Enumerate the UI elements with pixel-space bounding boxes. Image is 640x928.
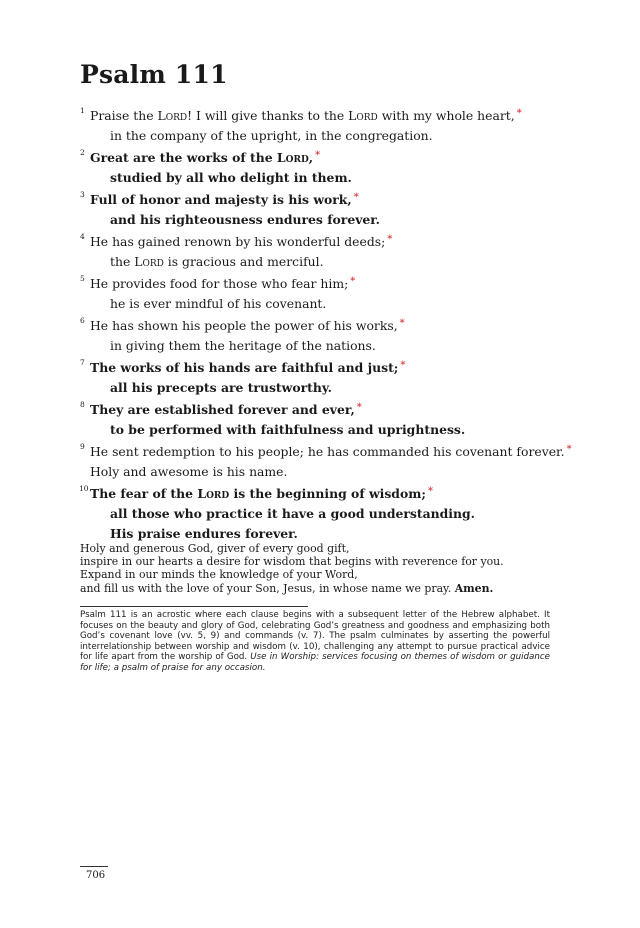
- verse-line-2: in the company of the upright, in the congregation.: [110, 128, 433, 143]
- verse-4: [80, 230, 580, 272]
- asterisk-mark: *: [387, 234, 393, 245]
- verse-line-1: He provides food for those who fear him;: [90, 276, 349, 291]
- page-number: 706: [86, 870, 106, 881]
- verse-number: 6: [80, 316, 85, 325]
- verse-line-1: They are established forever and ever,: [90, 402, 355, 417]
- psalm-commentary: [80, 610, 550, 674]
- commentary-text: Psalm 111 is an acrostic where each clause begins with a subsequent letter of the Hebrew alphabet. It focuses on the beauty and glory of God, celebrating God’s greatness and goodness and emphasizing both God’s covenant love (vv. 5, 9) and commands (v. 7). The psalm culminates by asserting the powerful interrelationship between worship and wisdom (v. 10), challenging any attempt to pursue practical advice for life apart from the worship of God.: [80, 610, 550, 663]
- verse-8: [80, 398, 580, 440]
- verse-line-1: Full of honor and majesty is his work,: [90, 192, 352, 207]
- verse-number: 8: [80, 400, 85, 409]
- verse-number: 10: [79, 484, 89, 493]
- verse-number: 7: [80, 358, 85, 367]
- verse-7: [80, 356, 580, 398]
- verse-line-1: He sent redemption to his people; he has commanded his covenant forever.: [90, 444, 565, 459]
- verse-6: [80, 314, 580, 356]
- prayer-amen: Amen.: [454, 581, 494, 595]
- verse-9: [80, 440, 580, 482]
- verse-3: [80, 188, 580, 230]
- asterisk-mark: *: [350, 276, 356, 287]
- verse-number: 4: [80, 232, 85, 241]
- verse-line-2: all his precepts are trustworthy.: [110, 380, 332, 395]
- prayer-line-1: Holy and generous God, giver of every good gift,: [80, 542, 350, 555]
- verse-line-1: The works of his hands are faithful and just;: [90, 360, 399, 375]
- asterisk-mark: *: [427, 486, 433, 497]
- verse-line-1: He has gained renown by his wonderful deeds;: [90, 234, 386, 249]
- verse-line-1: He has shown his people the power of his works,: [90, 318, 398, 333]
- prayer-line-3: Expand in our minds the knowledge of your Word,: [80, 568, 358, 582]
- prayer-line-2: inspire in our hearts a desire for wisdom that begins with reverence for you.: [80, 555, 504, 569]
- asterisk-mark: *: [315, 150, 321, 161]
- use-in-worship: Use in Worship: services focusing on themes of wisdom or guidance for life; a psalm of praise for any occasion.: [80, 652, 550, 673]
- psalm-text: [80, 104, 580, 544]
- page-title: Psalm 111: [80, 60, 228, 89]
- footnote-divider: [80, 606, 308, 607]
- verse-line-2: studied by all who delight in them.: [110, 170, 352, 185]
- verse-1: 1 Praise the Lord! I will give thanks to the Lord with my whole heart, * in the company of the upright, in the congregation.: [80, 104, 580, 146]
- verse-line-2: to be performed with faithfulness and uprightness.: [110, 422, 466, 437]
- asterisk-mark: *: [516, 108, 522, 119]
- prayer-line-4: [80, 582, 570, 595]
- verse-10: 10 The fear of the Lord is the beginning of wisdom; * all those who practice it have a good understanding. His praise endures forever.: [80, 482, 580, 544]
- verse-2: 2 Great are the works of the Lord, * studied by all who delight in them.: [80, 146, 580, 188]
- verse-5: [80, 272, 580, 314]
- asterisk-mark: *: [566, 444, 572, 455]
- verse-number: 3: [80, 190, 85, 199]
- asterisk-mark: *: [353, 192, 359, 203]
- verse-number: 1: [80, 106, 85, 115]
- verse-line-2: he is ever mindful of his covenant.: [110, 296, 327, 311]
- verse-number: 5: [80, 274, 85, 283]
- prayer-line-4-text: and fill us with the love of your Son, Jesus, in whose name we pray.: [80, 581, 452, 595]
- page-number-rule: [80, 866, 108, 867]
- asterisk-mark: *: [400, 360, 406, 371]
- verse-line-2: Holy and awesome is his name.: [90, 464, 288, 479]
- verse-line-2: the Lord is gracious and merciful.: [110, 254, 324, 269]
- asterisk-mark: *: [356, 402, 362, 413]
- verse-line-2: all those who practice it have a good understanding.: [110, 506, 475, 521]
- verse-line-2: and his righteousness endures forever.: [110, 212, 380, 227]
- asterisk-mark: *: [399, 318, 405, 329]
- psalm-prayer: [80, 542, 570, 595]
- verse-line-3: His praise endures forever.: [110, 526, 298, 541]
- verse-number: 9: [80, 442, 85, 451]
- verse-line-2: in giving them the heritage of the nations.: [110, 338, 376, 353]
- verse-number: 2: [80, 148, 85, 157]
